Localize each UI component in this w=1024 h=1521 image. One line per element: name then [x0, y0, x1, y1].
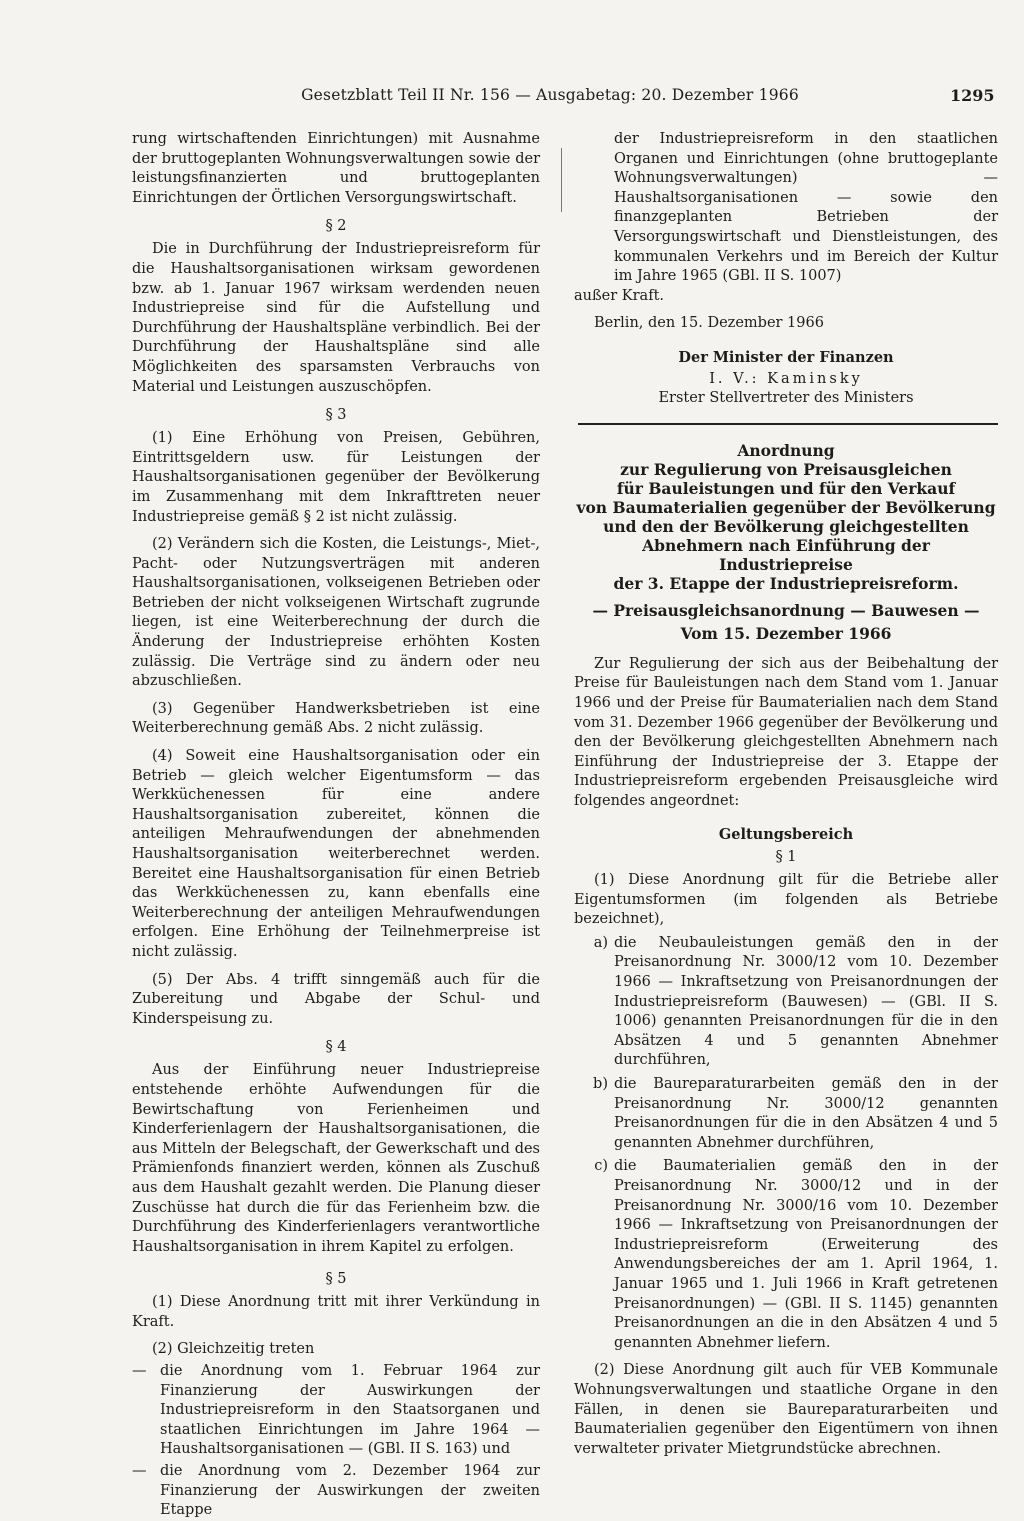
title-line: zur Regulierung von Preisausgleichen — [620, 459, 952, 479]
title-line: von Baumaterialien gegenüber der Bevölkerung — [576, 497, 996, 517]
list-item-text: die Neubauleistungen gemäß den in der Preisanordnung Nr. 3000/12 vom 10. Dezember 1966 — Inkraftsetzung von Preisanordnungen der Industriepreisreform (Bauwesen) — (GBl. II S. 1006) genannten Preisanordnungen für die in den Absätzen 4 und 5 genannten Abnehmer durchführen, — [614, 934, 998, 1069]
section-3-para-2: (2) Verändern sich die Kosten, die Leistungs-, Miet-, Pacht- oder Nutzungsverträgen mit anderen Haushaltsorganisationen, volkseigenen Betrieben oder Betrieben der nicht volkseigenen Wirtschaft zugrunde liegen, ist eine Weiterberechnung der durch die Änderung der Industriepreise erhöhten Kosten zulässig. Die Verträge sind zu ändern oder neu abzuschließen. — [132, 536, 540, 690]
section-1-para-2: (2) Diese Anordnung gilt auch für VEB Kommunale Wohnungsverwaltungen und staatliche Organe in den Fällen, in denen sie Baureparaturarbeiten und Baumaterialien gegenüber den Eigentümern von ihnen verwalteter privater Mietgrundstücke abrechnen. — [574, 1362, 998, 1457]
running-header: Gesetzblatt Teil II Nr. 156 — Ausgabetag: 20. Dezember 1966 — [301, 86, 799, 104]
right-column — [574, 130, 998, 1459]
section-5-para-2: (2) Gleichzeitig treten — [152, 1341, 315, 1358]
list-item — [574, 934, 998, 1071]
section-5-para-1: (1) Diese Anordnung tritt mit ihrer Verkündung in Kraft. — [132, 1294, 540, 1330]
ausser-kraft: außer Kraft. — [574, 287, 665, 304]
page-number: 1295 — [950, 86, 995, 105]
list-item-text: die Anordnung vom 1. Februar 1964 zur Finanzierung der Auswirkungen der Industriepreisreform in den Staatsorganen und staatlichen Einrichtungen im Jahre 1964 — Haushaltsorganisationen — (GBl. II S. 163) und — [160, 1363, 540, 1458]
list-marker: a) — [593, 934, 608, 951]
list-marker: c) — [594, 1158, 608, 1175]
title-line: für Bauleistungen und für den Verkauf — [616, 478, 956, 498]
signature: I. V.: Kaminsky — [709, 370, 863, 387]
title-line: und den der Bevölkerung gleichgestellten — [603, 516, 969, 536]
paragraph-continued: der Industriepreisreform in den staatlichen Organen und Einrichtungen (ohne bruttogeplante Wohnungsverwaltungen) — Haushaltsorganisationen — sowie den finanzgeplanten Betrieben der Versorgungswirtschaft und Dienstleistungen, des kommunalen Verkehrs und im Bereich der Kultur im Jahre 1965 (GBl. II S. 1007) — [614, 131, 998, 285]
section-heading-5: § 5 — [325, 1271, 347, 1288]
section-4-text: Aus der Einführung neuer Industriepreise entstehende erhöhte Aufwendungen für die Bewirtschaftung von Ferienheimen und Kinderferienlagern der Haushaltsorganisationen, die aus Mitteln der Belegschaft, der Gewerkschaft und des Prämienfonds finanziert werden, können als Zuschuß aus dem Haushalt gezahlt werden. Die Planung dieser Zuschüsse hat durch die für das Ferienheim bzw. die Durchführung des Kinderferienlagers verantwortliche Haushaltsorganisation in ihrem Kapitel zu erfolgen. — [132, 1062, 540, 1255]
dash-marker: — — [132, 1463, 147, 1480]
paragraph-continued: rung wirtschaftenden Einrichtungen) mit Ausnahme der bruttogeplanten Wohnungsverwaltungen sowie der leistungsfinanzierten und bruttogeplanten Einrichtungen der Örtlichen Versorgungswirtschaft. — [132, 131, 540, 206]
section-3-para-3: (3) Gegenüber Handwerksbetrieben ist eine Weiterberechnung gemäß Abs. 2 nicht zulässig. — [132, 700, 540, 737]
section-heading-2: § 2 — [325, 218, 347, 235]
minister-title: Der Minister der Finanzen — [678, 348, 894, 366]
dash-marker: — — [132, 1363, 147, 1380]
section-heading-3: § 3 — [325, 407, 347, 424]
list-item — [132, 1462, 540, 1521]
intro-paragraph: Zur Regulierung der sich aus der Beibehaltung der Preise für Bauleistungen nach dem Stand vom 1. Januar 1966 und der Preise für Baumaterialien nach dem Stand vom 31. Dezember 1966 gegenüber der Bevölkerung und den der Bevölkerung gleichgestellten Abnehmern nach Einführung der Industriepreise der 3. Etappe der Industriepreisreform ergebenden Preisausgleiche wird folgendes angeordnet: — [574, 655, 998, 809]
column-divider — [561, 148, 562, 212]
decree-title — [574, 441, 998, 643]
decree-subtitle: — Preisausgleichsanordnung — Bauwesen — — [592, 600, 980, 620]
list-item — [132, 1362, 540, 1460]
section-3-para-5: (5) Der Abs. 4 trifft sinngemäß auch für die Zubereitung und Abgabe der Schul- und Kinderspeisung zu. — [132, 971, 540, 1027]
decree-date: Vom 15. Dezember 1966 — [680, 623, 892, 643]
section-heading-4: § 4 — [325, 1039, 347, 1056]
section-1-para-1: (1) Diese Anordnung gilt für die Betriebe aller Eigentumsformen (im folgenden als Betriebe bezeichnet), — [574, 872, 998, 928]
list-item-text: die Baumaterialien gemäß den in der Preisanordnung Nr. 3000/12 und in der Preisanordnung Nr. 3000/16 vom 10. Dezember 1966 — Inkraftsetzung von Preisanordnungen der Industriepreisreform (Erweiterung des Anwendungsbereiches der am 1. April 1964, 1. Januar 1965 und 1. Juli 1966 in Kraft getretenen Preisanordnungen) — (GBl. II S. 1145) genannten Preisanordnungen an die in den Absätzen 4 und 5 genannten Abnehmer liefern. — [614, 1158, 998, 1351]
title-line: Abnehmern nach Einführung der Industriepreise — [642, 535, 930, 574]
left-column — [132, 130, 540, 1521]
list-item-text: die Baureparaturarbeiten gemäß den in der Preisanordnung Nr. 3000/12 genannten Preisanordnungen für die in den Absätzen 4 und 5 genannten Abnehmer durchführen, — [614, 1076, 998, 1151]
date-place: Berlin, den 15. Dezember 1966 — [594, 315, 824, 332]
list-item — [574, 1157, 998, 1353]
list-item-text: die Anordnung vom 2. Dezember 1964 zur Finanzierung der Auswirkungen der zweiten Etappe — [160, 1463, 540, 1519]
section-heading-1: § 1 — [775, 849, 797, 866]
title-line: der 3. Etappe der Industriepreisreform. — [613, 573, 959, 593]
section-rule — [578, 423, 998, 425]
list-item — [574, 1075, 998, 1153]
title-line: Anordnung — [737, 440, 835, 460]
section-2-text: Die in Durchführung der Industriepreisreform für die Haushaltsorganisationen wirksam gewordenen bzw. ab 1. Januar 1967 wirksam werdenden neuen Industriepreise sind für die Aufstellung und Durchführung der Haushaltspläne verbindlich. Bei der Durchführung der Haushaltspläne sind alle Möglichkeiten des sparsamsten Verbrauchs von Material und Leistungen auszuschöpfen. — [132, 241, 540, 395]
section-3-para-1: (1) Eine Erhöhung von Preisen, Gebühren, Eintrittsgeldern usw. für Leistungen der Haushaltsorganisationen gegenüber der Bevölkerung im Zusammenhang mit dem Inkrafttreten neuer Industriepreise gemäß § 2 ist nicht zulässig. — [132, 430, 540, 525]
scope-heading: Geltungsbereich — [718, 826, 854, 844]
section-3-para-4: (4) Soweit eine Haushaltsorganisation oder ein Betrieb — gleich welcher Eigentumsform — das Werkküchenessen für eine andere Haushaltsorganisation zubereitet, können die anteiligen Mehraufwendungen der abnehmenden Haushaltsorganisation weiterberechnet werden. Bereitet eine Haushaltsorganisation für einen Betrieb das Werkküchenessen zu, kann ebenfalls eine Weiterberechnung der anteiligen Mehraufwendungen erfolgen. Eine Erhöhung der Teilnehmerpreise ist nicht zulässig. — [132, 748, 540, 960]
list-marker: b) — [593, 1076, 608, 1092]
signature-role: Erster Stellvertreter des Ministers — [658, 390, 914, 407]
